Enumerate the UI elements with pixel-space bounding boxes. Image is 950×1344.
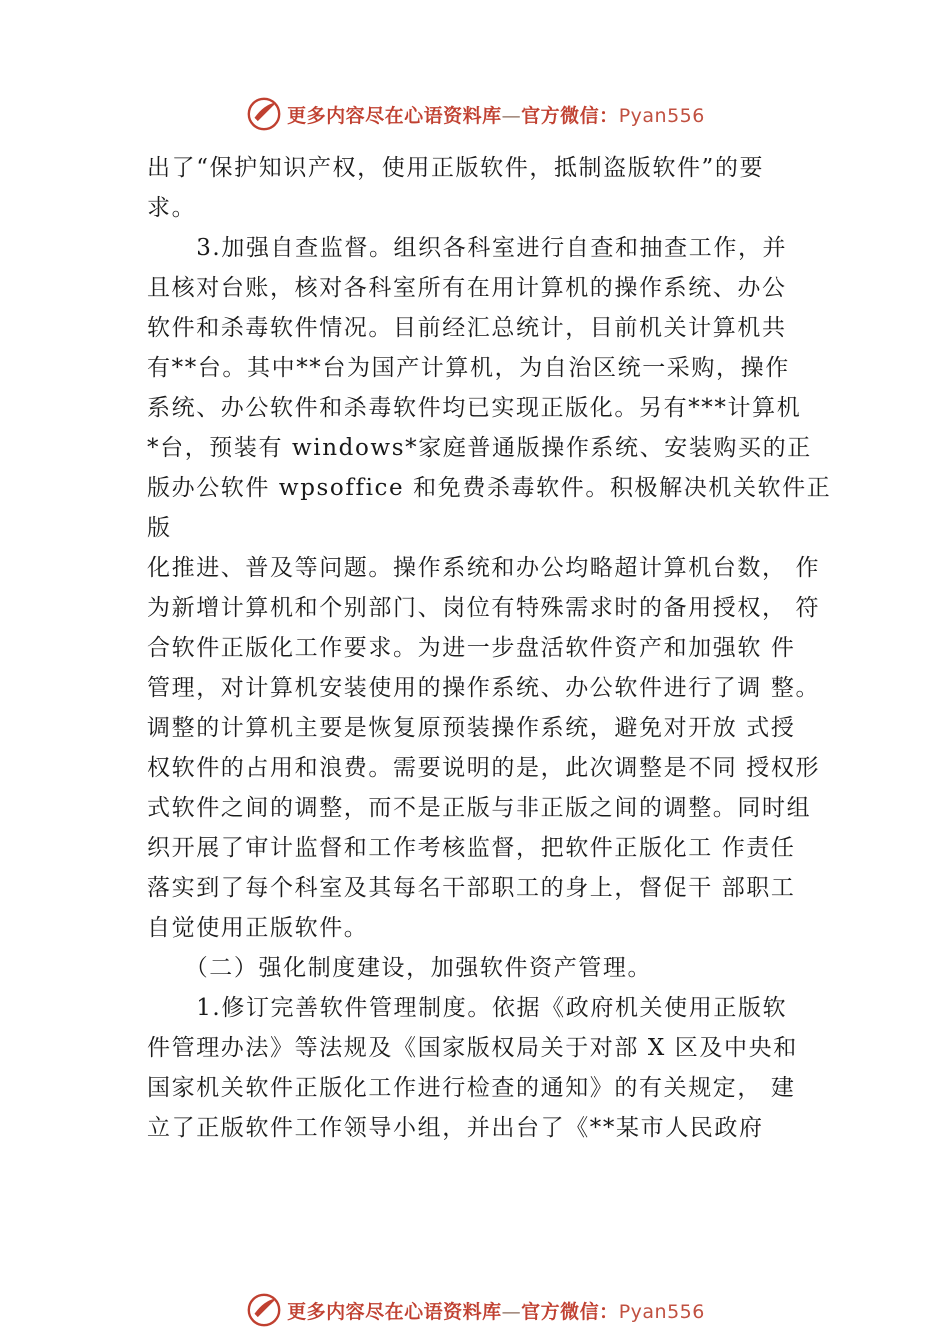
watermark-id: Pyan556 bbox=[618, 104, 705, 127]
text-line: 管理，对计算机安装使用的操作系统、办公软件进行了调 整。 bbox=[147, 675, 821, 701]
text-line: 且核对台账，核对各科室所有在用计算机的操作系统、办公 bbox=[147, 275, 787, 301]
text-line: 有**台。其中**台为国产计算机，为自治区统一采购，操作 bbox=[147, 355, 790, 381]
watermark-main: 更多内容尽在心语资料库 bbox=[287, 104, 502, 127]
watermark-label: 官方微信： bbox=[521, 1300, 619, 1323]
text-line: 织开展了审计监督和工作考核监督，把软件正版化工 作责任 bbox=[147, 835, 796, 861]
text-line: 为新增计算机和个别部门、岗位有特殊需求时的备用授权， 符 bbox=[147, 595, 821, 621]
watermark-sep: — bbox=[501, 1300, 522, 1323]
text-line: （二）强化制度建设，加强软件资产管理。 bbox=[147, 955, 653, 981]
text-line: 系统、办公软件和杀毒软件均已实现正版化。另有***计算机 bbox=[147, 395, 802, 421]
text-line: 件管理办法》等法规及《国家版权局关于对部 X 区及中央和 bbox=[147, 1035, 798, 1061]
text-line: 合软件正版化工作要求。为进一步盘活软件资产和加强软 件 bbox=[147, 635, 796, 661]
text-line: 求。 bbox=[147, 195, 197, 221]
watermark-text bbox=[287, 1297, 705, 1324]
watermark-sep: — bbox=[501, 104, 522, 127]
text-line: 软件和杀毒软件情况。目前经汇总统计，目前机关计算机共 bbox=[147, 315, 787, 341]
text-line: 3.加强自查监督。组织各科室进行自查和抽查工作，并 bbox=[147, 235, 788, 261]
watermark-text bbox=[287, 101, 705, 128]
text-line: 式软件之间的调整，而不是正版与非正版之间的调整。同时组 bbox=[147, 795, 812, 821]
text-line: 落实到了每个科室及其每名干部职工的身上，督促干 部职工 bbox=[147, 875, 796, 901]
header-watermark bbox=[0, 94, 950, 134]
footer-watermark bbox=[0, 1290, 950, 1330]
text-line: 调整的计算机主要是恢复原预装操作系统，避免对开放 式授 bbox=[147, 715, 796, 741]
text-line: 化推进、普及等问题。操作系统和办公均略超计算机台数， 作 bbox=[147, 555, 821, 581]
text-line: 权软件的占用和浪费。需要说明的是，此次调整是不同 授权形 bbox=[147, 755, 821, 781]
watermark-main: 更多内容尽在心语资料库 bbox=[287, 1300, 502, 1323]
text-line: 国家机关软件正版化工作进行检查的通知》的有关规定， 建 bbox=[147, 1075, 796, 1101]
text-line: *台，预装有 windows*家庭普通版操作系统、安装购买的正 bbox=[147, 435, 812, 461]
watermark-label: 官方微信： bbox=[521, 104, 619, 127]
watermark-id: Pyan556 bbox=[618, 1300, 705, 1323]
text-line: 出了“保护知识产权，使用正版软件，抵制盗版软件”的要 bbox=[147, 155, 765, 181]
text-line: 1.修订完善软件管理制度。依据《政府机关使用正版软 bbox=[147, 995, 788, 1021]
document-body bbox=[147, 148, 837, 1148]
logo-icon bbox=[245, 95, 283, 133]
text-line: 版办公软件 wpsoffice 和免费杀毒软件。积极解决机关软件正版 bbox=[147, 475, 832, 541]
text-line: 立了正版软件工作领导小组，并出台了《**某市人民政府 bbox=[147, 1115, 764, 1141]
text-line: 自觉使用正版软件。 bbox=[147, 915, 369, 941]
logo-icon bbox=[245, 1291, 283, 1329]
